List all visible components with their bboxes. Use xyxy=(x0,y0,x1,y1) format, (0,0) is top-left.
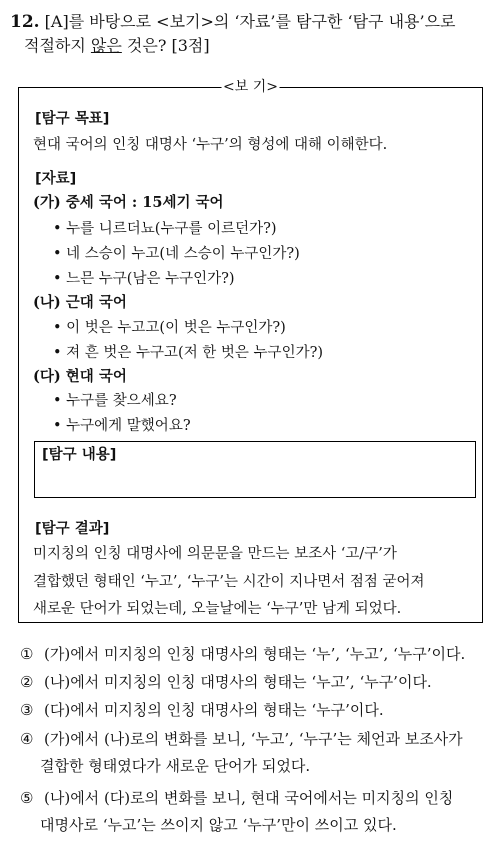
choice-3-text: (다)에서 미지칭의 인칭 대명사의 형태는 ‘누구’이다. xyxy=(44,701,384,719)
choice-4[interactable] xyxy=(20,727,463,751)
na-item-1: • 이 벗은 누고고(이 벗은 누구인가?) xyxy=(53,320,286,336)
na-heading: (나) 근대 국어 xyxy=(33,294,127,311)
result-label: [탐구 결과] xyxy=(35,521,110,537)
choice-5[interactable] xyxy=(20,786,453,810)
ga-item-2: • 네 스승이 누고(네 스승이 누구인가?) xyxy=(53,246,300,262)
choice-3[interactable] xyxy=(20,698,384,722)
choice-2[interactable] xyxy=(20,670,432,694)
choice-2-number: ② xyxy=(20,673,34,691)
da-heading: (다) 현대 국어 xyxy=(33,368,127,385)
na-item-2: • 져 흔 벗은 누구고(저 한 벗은 누구인가?) xyxy=(53,345,324,361)
question-stem-line2 xyxy=(24,34,210,58)
bogi-box xyxy=(18,79,483,623)
choice-4-continuation: 결합한 형태였다가 새로운 단어가 되었다. xyxy=(40,757,311,775)
choice-5-continuation: 대명사로 ‘누고’는 쓰이지 않고 ‘누구’만이 쓰이고 있다. xyxy=(40,816,397,834)
question-stem xyxy=(10,10,490,34)
question-stem-line2-b: 것은? [3점] xyxy=(121,36,210,55)
choice-1-number: ① xyxy=(20,645,34,663)
ga-item-1: • 누를 니르더뇨(누구를 이르던가?) xyxy=(53,221,277,237)
question-stem-line2-a: 적절하지 xyxy=(24,36,91,55)
result-line-2: 결합했던 형태인 ‘누고’, ‘누구’는 시간이 지나면서 점점 굳어져 xyxy=(33,574,425,590)
choice-4-number: ④ xyxy=(20,730,34,748)
data-label: [자료] xyxy=(35,171,77,187)
choice-4-text: (가)에서 (나)로의 변화를 보니, ‘누고’, ‘누구’는 체언과 보조사가 xyxy=(44,730,463,748)
question-number: 12. xyxy=(10,12,40,32)
choice-1-text: (가)에서 미지칭의 인칭 대명사의 형태는 ‘누’, ‘누고’, ‘누구’이다. xyxy=(44,645,466,663)
choice-3-number: ③ xyxy=(20,701,34,719)
result-line-3: 새로운 단어가 되었는데, 오늘날에는 ‘누구’만 남게 되었다. xyxy=(33,601,402,617)
choice-1[interactable] xyxy=(20,642,465,666)
goal-text: 현대 국어의 인칭 대명사 ‘누구’의 형성에 대해 이해한다. xyxy=(33,137,388,153)
bogi-title: <보 기> xyxy=(223,79,278,95)
question-stem-underlined: 않은 xyxy=(90,36,122,55)
content-box xyxy=(34,441,476,498)
da-item-1: • 누구를 찾으세요? xyxy=(53,393,177,409)
result-line-1: 미지칭의 인칭 대명사에 의문문을 만드는 보조사 ‘고/구’가 xyxy=(33,546,397,562)
choice-5-number: ⑤ xyxy=(20,789,34,807)
ga-heading: (가) 중세 국어 : 15세기 국어 xyxy=(33,194,224,211)
da-item-2: • 누구에게 말했어요? xyxy=(53,418,191,434)
goal-label: [탐구 목표] xyxy=(35,111,110,127)
choice-5-text: (나)에서 (다)로의 변화를 보니, 현대 국어에서는 미지칭의 인칭 xyxy=(44,789,454,807)
question-stem-line1: [A]를 바탕으로 <보기>의 ‘자료’를 탐구한 ‘탐구 내용’으로 xyxy=(44,12,456,31)
ga-item-3: • 느믄 누구(남은 누구인가?) xyxy=(53,271,235,287)
choice-2-text: (나)에서 미지칭의 인칭 대명사의 형태는 ‘누고’, ‘누구’이다. xyxy=(44,673,432,691)
content-label: [탐구 내용] xyxy=(42,447,117,463)
